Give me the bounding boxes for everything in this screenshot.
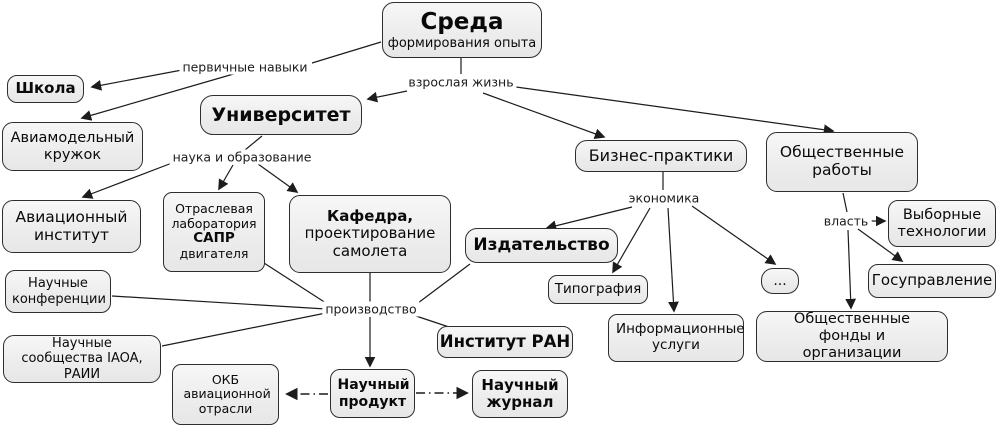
edge-universitet-nauka <box>245 136 262 150</box>
edge-nauchkonf-proizvodstvo <box>112 296 326 309</box>
node-izdatelstvo <box>465 228 618 263</box>
node-kafedra-title: Кафедра, <box>326 206 414 225</box>
edge-sreda-pervichnye <box>312 42 381 63</box>
node-dots <box>761 268 799 294</box>
edge-vlast-obshfondy <box>848 230 851 308</box>
node-nauchprodukt-label: Научный продукт <box>337 377 410 410</box>
node-biznes <box>575 140 747 172</box>
node-aviainstitut-label: Авиационный институт <box>15 207 128 244</box>
node-otraslevaya-pre: Отраслевая лаборатория <box>171 201 257 231</box>
node-aviamodelny-label: Авиамодельный кружок <box>10 129 135 163</box>
node-otraslevaya-bold: САПР <box>193 230 235 247</box>
node-aviainstitut <box>2 200 141 253</box>
node-gosupravlenie-label: Госуправление <box>871 271 993 290</box>
node-nauchsoob-label: Научные сообщества IAOA, РАИИ <box>21 336 143 382</box>
node-otraslevaya-post: двигателя <box>179 246 249 262</box>
edge-label-proizvodstvo: производство <box>322 302 419 317</box>
node-institutran <box>437 326 573 358</box>
node-sreda <box>382 2 542 58</box>
node-nauchzhurnal-label: Научный журнал <box>481 375 559 411</box>
edge-nauka-kafedra <box>258 164 297 192</box>
edge-ekonomika-infouslugi <box>668 208 674 311</box>
edge-ekonomika-dots <box>692 206 775 264</box>
node-otraslevaya <box>163 192 265 272</box>
node-vybornye <box>888 200 996 247</box>
node-nauchkonf-label: Научные конференции <box>12 276 106 307</box>
node-sreda-subtitle: формирования опыта <box>387 35 537 51</box>
node-okb <box>172 364 279 425</box>
node-sreda-title: Среда <box>420 9 504 36</box>
node-institutran-label: Институт РАН <box>439 332 571 352</box>
node-tipografiya-label: Типография <box>554 280 642 297</box>
node-biznes-label: Бизнес-практики <box>588 145 734 165</box>
node-infouslugi-label: Информационные услуги <box>616 321 745 353</box>
node-vybornye-label: Выборные технологии <box>897 206 987 240</box>
node-nauchkonf <box>5 270 111 313</box>
node-dots-label: ... <box>773 272 787 289</box>
node-kafedra <box>289 195 451 273</box>
node-obshrabory-label: Общественные работы <box>779 143 905 179</box>
edge-label-vzroslaya-zhizn: взрослая жизнь <box>405 75 516 90</box>
edge-label-ekonomika: экономика <box>626 191 703 206</box>
edge-ekonomika-izdatelstvo <box>547 207 632 228</box>
node-obshfondy <box>756 311 948 362</box>
node-obshrabory <box>766 132 918 192</box>
node-universitet-label: Университет <box>211 103 351 126</box>
node-nauchzhurnal <box>472 370 568 418</box>
node-kafedra-rest: проектирование самолета <box>304 224 436 260</box>
edge-vzroslaya-biznes <box>483 93 604 137</box>
node-shkola-label: Школа <box>15 79 76 98</box>
edge-nauchsoob-proizvodstvo <box>162 313 326 346</box>
node-shkola <box>7 75 84 103</box>
node-tipografiya <box>548 275 648 304</box>
node-obshfondy-label: Общественные фонды и организации <box>793 311 911 361</box>
edge-ekonomika-tipografiya <box>613 208 650 272</box>
node-okb-label: ОКБ авиационной отрасли <box>183 371 271 416</box>
edge-pervichnye-shkola <box>92 70 182 87</box>
node-nauchprodukt <box>330 369 415 418</box>
edge-label-pervichnye-navyki: первичные навыки <box>179 60 310 75</box>
edge-vzroslaya-universitet <box>368 91 407 99</box>
node-universitet <box>200 95 362 135</box>
node-infouslugi <box>608 314 744 362</box>
node-izdatelstvo-label: Издательство <box>473 234 610 255</box>
node-gosupravlenie <box>868 264 996 298</box>
node-nauchsoob <box>3 335 161 383</box>
edge-nauka-otraslevaya <box>219 165 233 189</box>
edge-label-nauka-i-obrazovanie: наука и образование <box>170 150 315 165</box>
edge-vzroslaya-obshrabory <box>516 87 833 131</box>
edge-obshrabory-vlast <box>843 193 847 212</box>
node-aviamodelny <box>2 122 143 171</box>
edge-label-vlast: власть <box>821 214 872 229</box>
